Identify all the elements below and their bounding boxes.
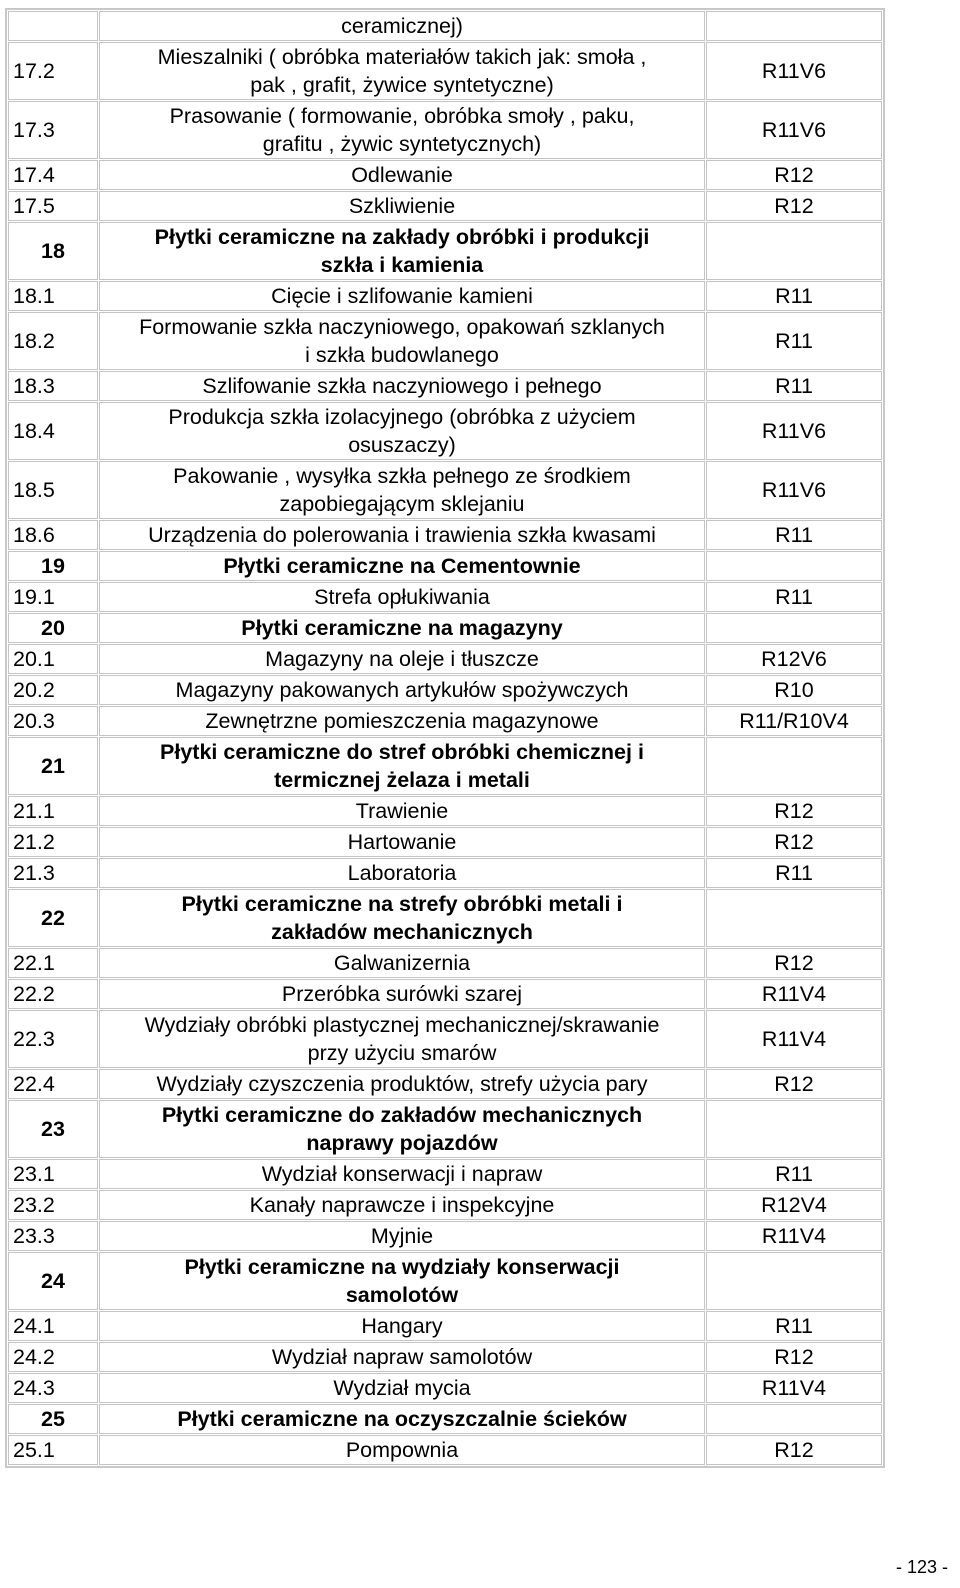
row-description: Kanały naprawcze i inspekcyjne — [99, 1190, 705, 1220]
row-description: Płytki ceramiczne na magazyny — [99, 613, 705, 643]
table-row — [8, 42, 882, 100]
row-slip-class: R11V4 — [706, 1221, 882, 1251]
row-slip-class: R11V6 — [706, 461, 882, 519]
table-body — [8, 11, 882, 1465]
row-number: 21.2 — [8, 827, 98, 857]
row-description: Wydział mycia — [99, 1373, 705, 1403]
row-number: 17.3 — [8, 101, 98, 159]
row-description-line: szkła i kamienia — [320, 253, 484, 277]
row-slip-class: R12 — [706, 191, 882, 221]
table-section-row — [8, 1404, 882, 1434]
row-description-line: Wydziały obróbki plastycznej mechanicznej/skrawanie — [144, 1013, 660, 1037]
row-slip-class: R12 — [706, 160, 882, 190]
row-number: 18.6 — [8, 520, 98, 550]
row-description: Płytki ceramiczne na oczyszczalnie ścieków — [99, 1404, 705, 1434]
row-description-line: Płytki ceramiczne na zakłady obróbki i produkcji — [154, 225, 650, 249]
row-number: 22.4 — [8, 1069, 98, 1099]
row-description-line: Pakowanie , wysyłka szkła pełnego ze środkiem — [173, 464, 631, 488]
table-row — [8, 191, 882, 221]
table-row — [8, 582, 882, 612]
table-row — [8, 1159, 882, 1189]
table-row — [8, 1069, 882, 1099]
row-number: 18.5 — [8, 461, 98, 519]
table-row — [8, 281, 882, 311]
row-description: Szkliwienie — [99, 191, 705, 221]
row-number: 20.3 — [8, 706, 98, 736]
table-row — [8, 706, 882, 736]
row-slip-class: R11 — [706, 1159, 882, 1189]
row-description-line: samolotów — [345, 1283, 459, 1307]
row-description: Szlifowanie szkła naczyniowego i pełnego — [99, 371, 705, 401]
row-number: 21 — [8, 737, 98, 795]
row-description — [99, 402, 705, 460]
row-description-line: Mieszalniki ( obróbka materiałów takich jak: smoła , — [157, 45, 647, 69]
row-number: 22 — [8, 889, 98, 947]
table-row — [8, 644, 882, 674]
table-section-row — [8, 551, 882, 581]
table-row — [8, 858, 882, 888]
table-row — [8, 1190, 882, 1220]
row-number: 17.2 — [8, 42, 98, 100]
row-description: Płytki ceramiczne na Cementownie — [99, 551, 705, 581]
table-row — [8, 371, 882, 401]
row-description-line: Płytki ceramiczne do stref obróbki chemicznej i — [160, 740, 644, 764]
row-number: 23.3 — [8, 1221, 98, 1251]
row-description — [99, 737, 705, 795]
row-slip-class — [706, 551, 882, 581]
table-section-row — [8, 1252, 882, 1310]
table-section-row — [8, 889, 882, 947]
row-number: 18.1 — [8, 281, 98, 311]
row-number: 20.1 — [8, 644, 98, 674]
row-description: Wydziały czyszczenia produktów, strefy użycia pary — [99, 1069, 705, 1099]
table-row — [8, 979, 882, 1009]
row-description — [99, 1010, 705, 1068]
table-row — [8, 520, 882, 550]
row-description: Hangary — [99, 1311, 705, 1341]
row-description-line: grafitu , żywic syntetycznych) — [262, 132, 542, 156]
row-slip-class — [706, 1404, 882, 1434]
row-slip-class: R12 — [706, 796, 882, 826]
row-description-line: Płytki ceramiczne do zakładów mechanicznych — [161, 1103, 643, 1127]
row-description: Cięcie i szlifowanie kamieni — [99, 281, 705, 311]
row-description: Wydział napraw samolotów — [99, 1342, 705, 1372]
row-number: 18.4 — [8, 402, 98, 460]
row-slip-class — [706, 737, 882, 795]
row-slip-class: R11 — [706, 371, 882, 401]
row-number: 19 — [8, 551, 98, 581]
row-description: Odlewanie — [99, 160, 705, 190]
row-description — [99, 1100, 705, 1158]
table-row — [8, 1373, 882, 1403]
row-number: 18 — [8, 222, 98, 280]
row-number: 21.1 — [8, 796, 98, 826]
row-slip-class: R12 — [706, 1342, 882, 1372]
row-slip-class: R12V4 — [706, 1190, 882, 1220]
table-row — [8, 827, 882, 857]
row-slip-class: R12 — [706, 1069, 882, 1099]
row-description-line: Formowanie szkła naczyniowego, opakowań szklanych — [139, 315, 665, 339]
row-slip-class: R12 — [706, 827, 882, 857]
row-description: Magazyny na oleje i tłuszcze — [99, 644, 705, 674]
row-slip-class — [706, 11, 882, 41]
row-slip-class: R12V6 — [706, 644, 882, 674]
row-number — [8, 11, 98, 41]
row-description-line: termicznej żelaza i metali — [274, 768, 530, 792]
table-section-row — [8, 222, 882, 280]
row-slip-class: R11V6 — [706, 42, 882, 100]
row-slip-class: R12 — [706, 1435, 882, 1465]
table-row — [8, 1342, 882, 1372]
row-description: ceramicznej) — [99, 11, 705, 41]
row-description-line: pak , grafit, żywice syntetyczne) — [250, 73, 554, 97]
row-slip-class: R11 — [706, 281, 882, 311]
row-description: Pompownia — [99, 1435, 705, 1465]
page-number: - 123 - — [895, 1557, 948, 1577]
row-number: 19.1 — [8, 582, 98, 612]
row-description: Magazyny pakowanych artykułów spożywczych — [99, 675, 705, 705]
table-row — [8, 796, 882, 826]
table-row — [8, 1221, 882, 1251]
table-row — [8, 101, 882, 159]
row-description-line: zapobiegającym sklejaniu — [279, 492, 525, 516]
row-slip-class — [706, 613, 882, 643]
row-description: Trawienie — [99, 796, 705, 826]
row-description — [99, 312, 705, 370]
table-row — [8, 1311, 882, 1341]
row-number: 18.2 — [8, 312, 98, 370]
row-number: 22.2 — [8, 979, 98, 1009]
row-number: 23.1 — [8, 1159, 98, 1189]
row-description-line: zakładów mechanicznych — [271, 920, 533, 944]
row-description-line: Prasowanie ( formowanie, obróbka smoły , paku, — [169, 104, 635, 128]
row-slip-class: R11 — [706, 582, 882, 612]
row-description-line: osuszaczy) — [348, 433, 456, 457]
row-number: 24.2 — [8, 1342, 98, 1372]
table-row — [8, 11, 882, 41]
row-description-line: przy użyciu smarów — [307, 1041, 497, 1065]
row-description-line: naprawy pojazdów — [306, 1131, 498, 1155]
row-description-line: i szkła budowlanego — [305, 343, 499, 367]
row-number: 17.5 — [8, 191, 98, 221]
row-description — [99, 1252, 705, 1310]
table-row — [8, 312, 882, 370]
row-number: 18.3 — [8, 371, 98, 401]
row-description: Hartowanie — [99, 827, 705, 857]
row-description: Wydział konserwacji i napraw — [99, 1159, 705, 1189]
row-slip-class: R11V4 — [706, 1373, 882, 1403]
row-slip-class: R11/R10V4 — [706, 706, 882, 736]
row-slip-class — [706, 1252, 882, 1310]
row-slip-class: R11V6 — [706, 101, 882, 159]
row-number: 24 — [8, 1252, 98, 1310]
row-slip-class: R11 — [706, 520, 882, 550]
row-slip-class: R11 — [706, 858, 882, 888]
row-number: 21.3 — [8, 858, 98, 888]
row-description — [99, 461, 705, 519]
row-number: 20 — [8, 613, 98, 643]
row-number: 24.3 — [8, 1373, 98, 1403]
row-slip-class: R10 — [706, 675, 882, 705]
row-description — [99, 42, 705, 100]
row-description: Zewnętrzne pomieszczenia magazynowe — [99, 706, 705, 736]
row-description-line: Płytki ceramiczne na strefy obróbki metali i — [181, 892, 623, 916]
row-number: 23 — [8, 1100, 98, 1158]
table-row — [8, 948, 882, 978]
row-slip-class: R11V6 — [706, 402, 882, 460]
row-description-line: Płytki ceramiczne na wydziały konserwacji — [184, 1255, 620, 1279]
row-description: Laboratoria — [99, 858, 705, 888]
row-number: 25 — [8, 1404, 98, 1434]
row-description — [99, 222, 705, 280]
table-row — [8, 160, 882, 190]
row-slip-class — [706, 1100, 882, 1158]
row-number: 17.4 — [8, 160, 98, 190]
row-slip-class: R11V4 — [706, 979, 882, 1009]
row-slip-class: R11 — [706, 312, 882, 370]
row-number: 22.3 — [8, 1010, 98, 1068]
row-slip-class — [706, 889, 882, 947]
row-description — [99, 101, 705, 159]
table-section-row — [8, 737, 882, 795]
slip-resistance-table — [5, 8, 885, 1468]
table-row — [8, 461, 882, 519]
table-section-row — [8, 613, 882, 643]
row-description: Urządzenia do polerowania i trawienia szkła kwasami — [99, 520, 705, 550]
table-section-row — [8, 1100, 882, 1158]
row-number: 24.1 — [8, 1311, 98, 1341]
row-number: 20.2 — [8, 675, 98, 705]
row-slip-class: R11 — [706, 1311, 882, 1341]
row-description: Galwanizernia — [99, 948, 705, 978]
table-row — [8, 402, 882, 460]
row-slip-class — [706, 222, 882, 280]
table-row — [8, 1435, 882, 1465]
table-row — [8, 675, 882, 705]
row-number: 25.1 — [8, 1435, 98, 1465]
table-row — [8, 1010, 882, 1068]
row-description: Przeróbka surówki szarej — [99, 979, 705, 1009]
row-description: Myjnie — [99, 1221, 705, 1251]
row-slip-class: R12 — [706, 948, 882, 978]
row-description-line: Produkcja szkła izolacyjnego (obróbka z użyciem — [168, 405, 636, 429]
row-number: 22.1 — [8, 948, 98, 978]
row-number: 23.2 — [8, 1190, 98, 1220]
row-slip-class: R11V4 — [706, 1010, 882, 1068]
row-description — [99, 889, 705, 947]
row-description: Strefa opłukiwania — [99, 582, 705, 612]
